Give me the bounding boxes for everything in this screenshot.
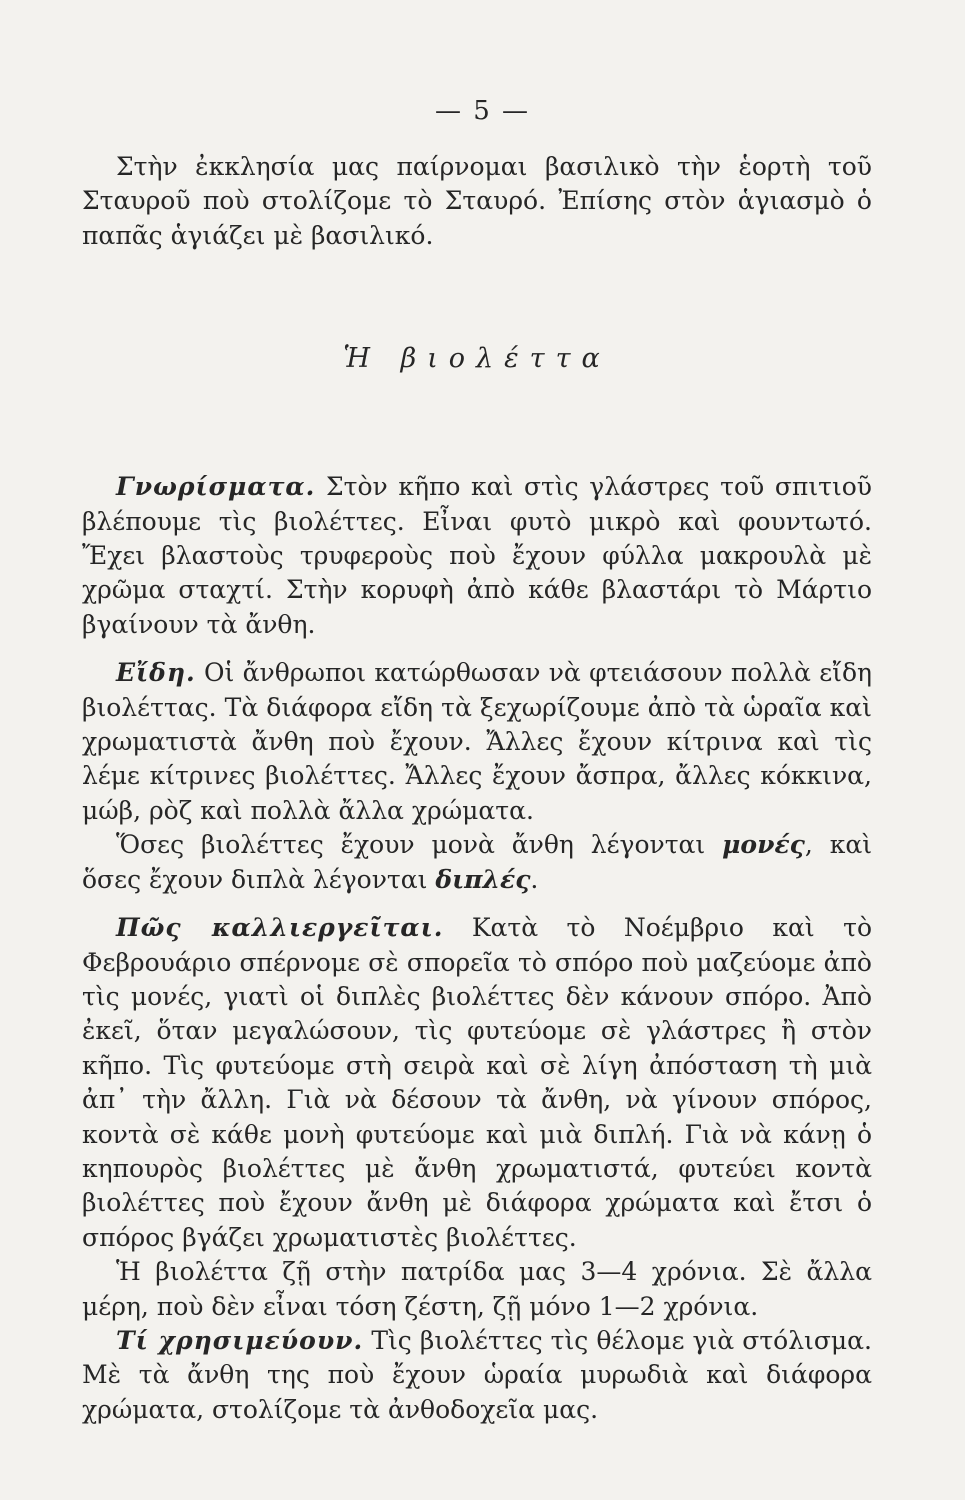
paragraph-eidi (82, 656, 872, 828)
heading-eidi: Εἴδη. (116, 658, 196, 688)
text-gnorismata: Στὸν κῆπο καὶ στὶς γλάστρες τοῦ σπιτιοῦ βλέπουμε τὶς βιολέττες. Εἶναι φυτὸ μικρὸ καὶ φουντωτό. Ἔχει βλαστοὺς τρυφεροὺς ποὺ ἔχουν φύλλα μακρουλὰ μὲ χρῶμα σταχτί. Στὴν κορυφὴ ἀπὸ κάθε βλαστάρι τὸ Μάρτιο βγαίνουν τὰ ἄνθη. (82, 472, 872, 639)
text-eidi-2a: Ὅσες βιολέττες ἔχουν μονὰ ἄνθη λέγονται (116, 830, 723, 860)
heading-gnorismata: Γνωρίσματα. (116, 472, 316, 502)
paragraph-kalliergeia-2: Ἡ βιολέττα ζῇ στὴν πατρίδα μας 3—4 χρόνια. Σὲ ἄλλα μέρη, ποὺ δὲν εἶναι τόση ζέστη, ζῇ μόνο 1—2 χρόνια. (82, 1257, 872, 1321)
paragraph-gnorismata (82, 470, 872, 642)
text-kalliergeia: Κατὰ τὸ Νοέμβριο καὶ τὸ Φεβρουάριο σπέρνομε σὲ σπορεῖα τὸ σπόρο ποὺ μαζεύομε ἀπὸ τὶς μονές, γιατὶ οἱ διπλὲς βιολέττες δὲν κάνουν σπόρο. Ἀπὸ ἐκεῖ, ὅταν μεγαλώσουν, τὶς φυτεύομε σὲ γλάστρες ἢ στὸν κῆπο. Τὶς φυτεύομε στὴ σειρὰ καὶ σὲ λίγη ἀπόσταση τὴ μιὰ ἀπ᾽ τὴν ἄλλη. Γιὰ νὰ δέσουν τὰ ἄνθη, νὰ γίνουν σπόρος, κοντὰ σὲ κάθε μονὴ φυτεύομε καὶ μιὰ διπλή. Γιὰ νὰ κάνῃ ὁ κηπουρὸς βιολέττες μὲ ἄνθη χρωματιστά, φυτεύει κοντὰ βιολέττες ποὺ ἔχουν ἄνθη μὲ διάφορα χρώματα καὶ ἔτσι ὁ σπόρος βγάζει χρωματιστὲς βιολέττες. (82, 913, 872, 1252)
text-chrisimotita: Τὶς βιολέττες τὶς θέλομε γιὰ στόλισμα. Μὲ τὰ ἄνθη της ποὺ ἔχουν ὡραία μυρωδιὰ καὶ διάφορα χρώματα, στολίζομε τὰ ἀνθοδοχεῖα μας. (82, 1325, 872, 1424)
paragraph-eidi-2 (82, 828, 872, 897)
term-mones: μονές (722, 830, 805, 860)
page-content (82, 150, 872, 1427)
heading-chrisimotita: Τί χρησιμεύουν. (116, 1325, 364, 1355)
paragraph-chrisimotita (82, 1324, 872, 1427)
text-eidi: Οἱ ἄνθρωποι κατώρθωσαν νὰ φτειάσουν πολλὰ εἴδη βιολέττας. Τὰ διάφορα εἴδη τὰ ξεχωρίζουμε ἀπὸ τὰ ὡραῖα καὶ χρωματιστὰ ἄνθη ποὺ ἔχουν. Ἄλλες ἔχουν κίτρινα καὶ τὶς λέμε κίτρινες βιολέττες. Ἄλλες ἔχουν ἄσπρα, ἄλλες κόκκινα, μώβ, ρὸζ καὶ πολλὰ ἄλλα χρώματα. (82, 658, 872, 825)
heading-kalliergeia: Πῶς καλλιεργεῖται. (116, 913, 444, 943)
intro-paragraph: Στὴν ἐκκλησία μας παίρνομαι βασιλικὸ τὴν ἑορτὴ τοῦ Σταυροῦ ποὺ στολίζομε τὸ Σταυρό. Ἐπίσης στὸν ἁγιασμὸ ὁ παπᾶς ἁγιάζει μὲ βασιλικό. (82, 152, 872, 250)
paragraph-kalliergeia (82, 911, 872, 1255)
text-eidi-2c: . (530, 864, 539, 894)
text-eidi-2b: , καὶ ὅσες ἔχουν διπλὰ λέγονται (82, 830, 873, 894)
section-title: Ἡ βιολέττα (343, 343, 611, 375)
page-number: — 5 — (434, 96, 531, 126)
term-diples: διπλές (435, 864, 531, 894)
